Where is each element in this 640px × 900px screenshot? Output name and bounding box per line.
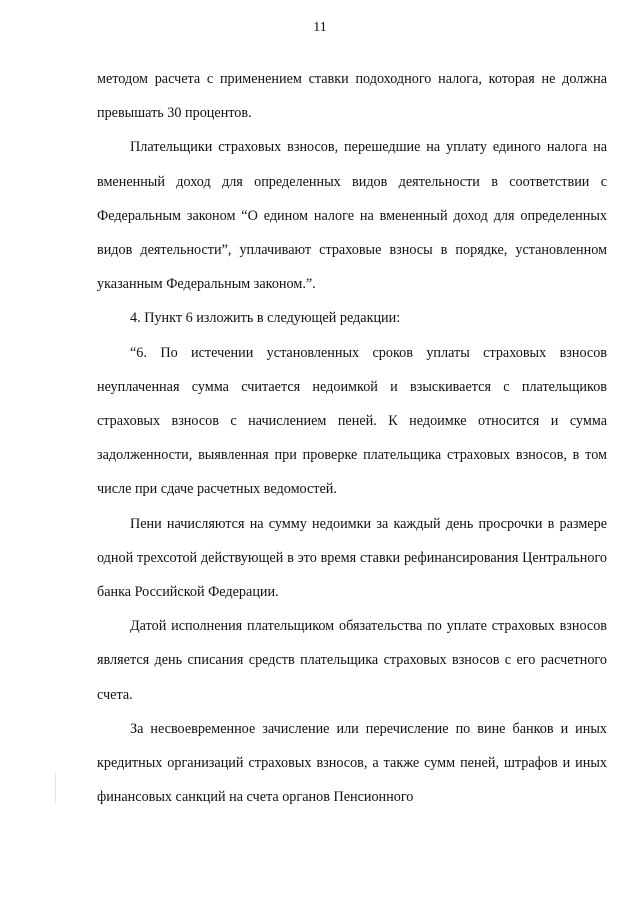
- paragraph-item-6-arrears: “6. По истечении установленных сроков уплаты страховых взносов неуплаченная сумма считается недоимкой и взыскивается с плательщиков страховых взносов с начислением пеней. К недоимке относится и сумма задолженности, выявленная при проверке плательщика страховых взносов, в том числе при сдаче расчетных ведомостей.: [97, 344, 607, 498]
- paragraph-continuation: методом расчета с применением ставки подоходного налога, которая не должна превышать 30 процентов.: [97, 71, 607, 122]
- paragraph-penalties: Пени начисляются на сумму недоимки за каждый день просрочки в размере одной трехсотой действующей в это время ставки рефинансирования Центрального банка Российской Федерации.: [97, 515, 607, 601]
- paragraph-late-transfer: За несвоевременное зачисление или перечисление по вине банков и иных кредитных организаций страховых взносов, а также сумм пеней, штрафов и иных финансовых санкций на счета органов Пенсионного: [97, 720, 607, 806]
- paragraph-payers-unified-tax: Плательщики страховых взносов, перешедшие на уплату единого налога на вмененный доход для определенных видов деятельности в соответствии с Федеральным законом “О едином налоге на вмененный доход для определенных видов деятельности”, уплачивают страховые взносы в порядке, установленном указанным Федеральным законом.”.: [97, 139, 607, 293]
- scan-margin-mark: [55, 773, 56, 803]
- document-body: [97, 62, 607, 814]
- paragraph-item-4: 4. Пункт 6 изложить в следующей редакции:: [130, 310, 401, 327]
- paragraph-date-of-execution: Датой исполнения плательщиком обязательства по уплате страховых взносов является день списания средств плательщика страховых взносов с его расчетного счета.: [97, 618, 607, 703]
- page-number: 11: [313, 20, 327, 35]
